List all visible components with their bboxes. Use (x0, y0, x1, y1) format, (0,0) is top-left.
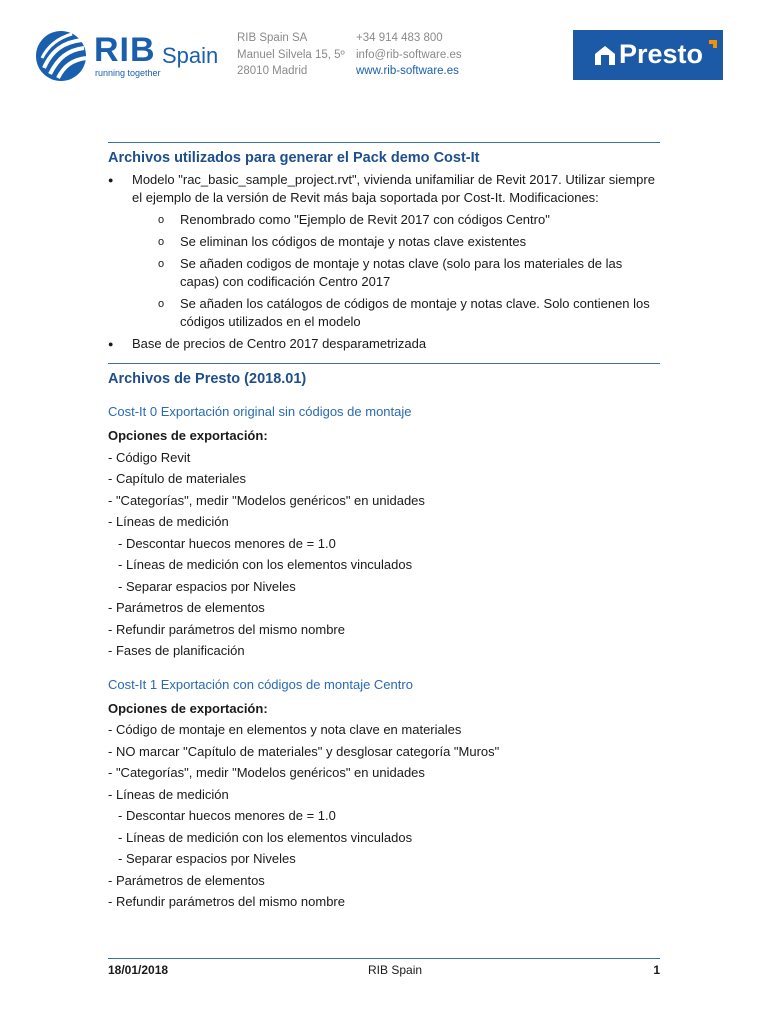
presto-logo-text: Presto (619, 39, 704, 69)
phone-number: +34 914 483 800 (356, 32, 443, 44)
options-label: Opciones de exportación: (108, 700, 268, 716)
option-line: - Refundir parámetros del mismo nombre (108, 621, 345, 637)
option-line: - "Categorías", medir "Modelos genéricos" en unidades (108, 492, 425, 508)
option-line: - Código de montaje en elementos y nota clave en materiales (108, 722, 462, 737)
subsection-title: Cost-It 0 Exportación original sin códigos de montaje (108, 404, 412, 419)
rib-logo-icon (34, 28, 90, 84)
presto-logo (573, 30, 723, 80)
company-contact (356, 30, 462, 80)
list-item: ● Base de precios de Centro 2017 desparametrizada (108, 335, 660, 353)
email-address: info@rib-software.es (356, 48, 462, 61)
option-line: - Líneas de medición (108, 514, 229, 529)
house-icon (593, 43, 617, 67)
option-line: - Parámetros de elementos (108, 600, 265, 615)
page-header (0, 0, 768, 100)
options-label: Opciones de exportación: (108, 428, 268, 443)
logo-brand: RIB (94, 31, 156, 69)
rib-spain-logo (34, 28, 224, 84)
option-subline: - Líneas de medición con los elementos vinculados (118, 829, 413, 845)
bullet-list (108, 171, 660, 353)
company-address (237, 30, 345, 80)
option-subline: - Descontar huecos menores de = 1.0 (118, 535, 336, 551)
presto-accent-cutout (709, 44, 713, 48)
section-title: Archivos utilizados para generar el Pack demo Cost-It (108, 150, 480, 166)
option-subline: - Separar espacios por Niveles (118, 851, 296, 866)
document-body (108, 142, 660, 913)
option-line: - Código Revit (108, 449, 191, 465)
option-line: - Parámetros de elementos (108, 872, 265, 888)
footer-company: RIB Spain (368, 963, 423, 977)
option-line: - Refundir parámetros del mismo nombre (108, 894, 345, 909)
logo-country: Spain (162, 43, 219, 68)
option-subline: - Descontar huecos menores de = 1.0 (118, 808, 336, 823)
address-line: 28010 Madrid (237, 65, 308, 77)
list-item: o Se añaden los catálogos de códigos de montaje y notas clave. Solo contienen los códigos utilizados en el modelo (132, 295, 660, 331)
list-item-text: Modelo "rac_basic_sample_project.rvt", vivienda unifamiliar de Revit 2017. Utilizar siempre el ejemplo de la versión de Revit más baja soportada por Cost-It. Modificaciones: (132, 172, 655, 205)
list-item (108, 171, 660, 331)
list-item: o Renombrado como "Ejemplo de Revit 2017 con códigos Centro" (132, 211, 660, 229)
section-divider (108, 363, 660, 364)
section-divider (108, 142, 660, 143)
list-item: o Se eliminan los códigos de montaje y notas clave existentes (132, 233, 660, 251)
option-line: - Fases de planificación (108, 643, 245, 658)
list-item: o Se añaden codigos de montaje y notas clave (solo para los materiales de las capas) con codificación Centro 2017 (132, 255, 660, 291)
subsection-title: Cost-It 1 Exportación con códigos de montaje Centro (108, 676, 413, 692)
option-line: - "Categorías", medir "Modelos genéricos" en unidades (108, 765, 425, 780)
address-line: Manuel Silvela 15, 5º (237, 48, 345, 61)
option-subline: - Líneas de medición con los elementos vinculados (118, 557, 413, 572)
website-link[interactable]: www.rib-software.es (356, 65, 459, 77)
section-title: Archivos de Presto (2018.01) (108, 371, 307, 387)
sub-bullet-list (132, 211, 660, 331)
logo-tagline: running together (95, 68, 161, 78)
option-line: - Líneas de medición (108, 786, 229, 802)
option-subline: - Separar espacios por Niveles (118, 578, 296, 594)
option-line: - Capítulo de materiales (108, 471, 247, 486)
footer-date: 18/01/2018 (108, 963, 169, 977)
address-line: RIB Spain SA (237, 32, 308, 44)
page-footer (108, 958, 660, 983)
page-number: 1 (653, 963, 660, 977)
option-line: - NO marcar "Capítulo de materiales" y desglosar categoría "Muros" (108, 743, 500, 759)
